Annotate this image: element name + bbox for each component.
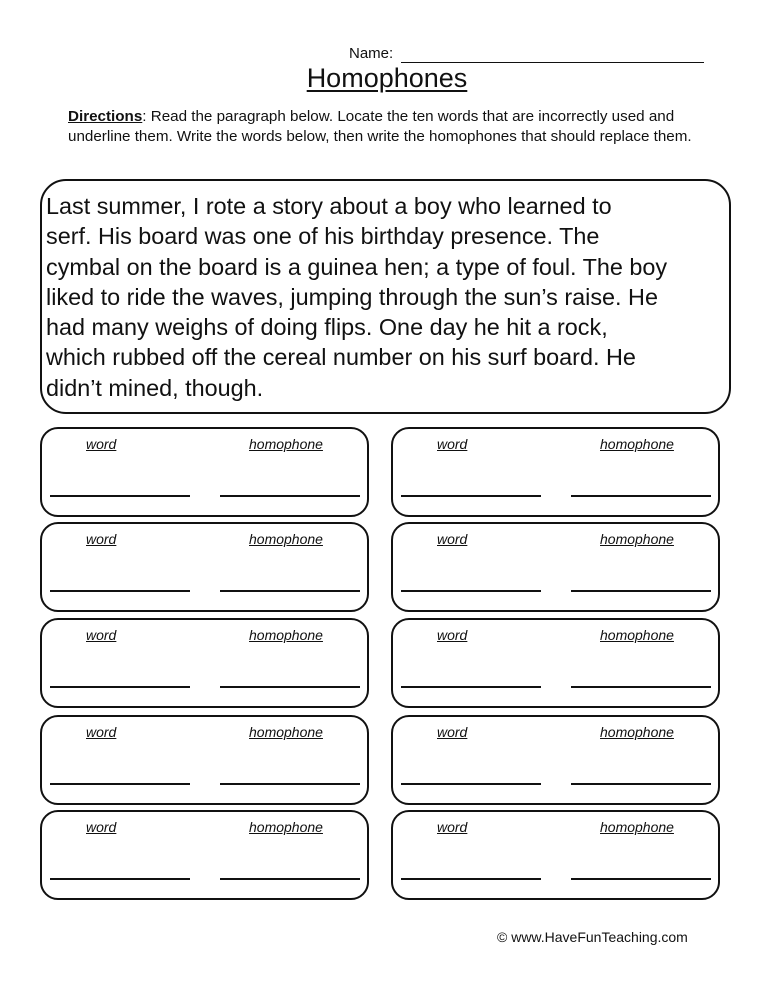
answer-box: [391, 715, 720, 805]
answer-box: [391, 427, 720, 517]
word-label: word: [86, 627, 117, 643]
homophone-answer-line[interactable]: [220, 495, 360, 497]
answer-box: [40, 522, 369, 612]
passage-text: Last summer, I rote a story about a boy who learned to serf. His board was one of his birthday presence. The cymbal on the board is a guinea hen; a type of foul. The boy liked to ride the waves, jumping through the sun’s raise. He had many weighs of doing flips. One day he hit a rock, which rubbed off the cereal number on his surf board. He didn’t mined, though.: [46, 193, 668, 401]
homophone-answer-line[interactable]: [220, 590, 360, 592]
page-title: Homophones: [306, 63, 468, 93]
homophone-answer-line[interactable]: [220, 686, 360, 688]
homophone-label: homophone: [600, 436, 674, 452]
word-answer-line[interactable]: [50, 590, 190, 592]
homophone-label: homophone: [600, 531, 674, 547]
word-label: word: [437, 724, 468, 740]
word-answer-line[interactable]: [401, 783, 541, 785]
answer-box: [40, 715, 369, 805]
homophone-answer-line[interactable]: [571, 878, 711, 880]
word-answer-line[interactable]: [401, 590, 541, 592]
word-answer-line[interactable]: [401, 686, 541, 688]
homophone-answer-line[interactable]: [220, 878, 360, 880]
homophone-answer-line[interactable]: [571, 686, 711, 688]
answer-box: [40, 427, 369, 517]
directions-label: Directions: [68, 108, 143, 125]
directions: [68, 107, 718, 146]
homophone-label: homophone: [249, 627, 323, 643]
word-answer-line[interactable]: [50, 686, 190, 688]
homophone-answer-line[interactable]: [571, 783, 711, 785]
homophone-answer-line[interactable]: [571, 590, 711, 592]
homophone-label: homophone: [600, 724, 674, 740]
homophone-label: homophone: [249, 531, 323, 547]
homophone-label: homophone: [249, 436, 323, 452]
word-answer-line[interactable]: [50, 495, 190, 497]
directions-text: : Read the paragraph below. Locate the ten words that are incorrectly used and underline them. Write the words below, then write the homophones that should replace them.: [68, 108, 692, 145]
homophone-answer-line[interactable]: [220, 783, 360, 785]
homophone-label: homophone: [600, 819, 674, 835]
word-label: word: [437, 627, 468, 643]
homophone-answer-line[interactable]: [571, 495, 711, 497]
homophone-label: homophone: [249, 724, 323, 740]
answer-box: [40, 810, 369, 900]
word-answer-line[interactable]: [401, 878, 541, 880]
homophone-label: homophone: [249, 819, 323, 835]
copyright-footer: © www.HaveFunTeaching.com: [497, 929, 688, 945]
word-answer-line[interactable]: [401, 495, 541, 497]
name-label: Name:: [349, 45, 394, 62]
answer-box: [391, 810, 720, 900]
answer-box: [391, 618, 720, 708]
answer-box: [391, 522, 720, 612]
homophone-label: homophone: [600, 627, 674, 643]
word-label: word: [437, 436, 468, 452]
word-answer-line[interactable]: [50, 783, 190, 785]
word-answer-line[interactable]: [50, 878, 190, 880]
answer-box: [40, 618, 369, 708]
word-label: word: [437, 819, 468, 835]
word-label: word: [86, 436, 117, 452]
word-label: word: [86, 724, 117, 740]
word-label: word: [86, 531, 117, 547]
word-label: word: [437, 531, 468, 547]
word-label: word: [86, 819, 117, 835]
